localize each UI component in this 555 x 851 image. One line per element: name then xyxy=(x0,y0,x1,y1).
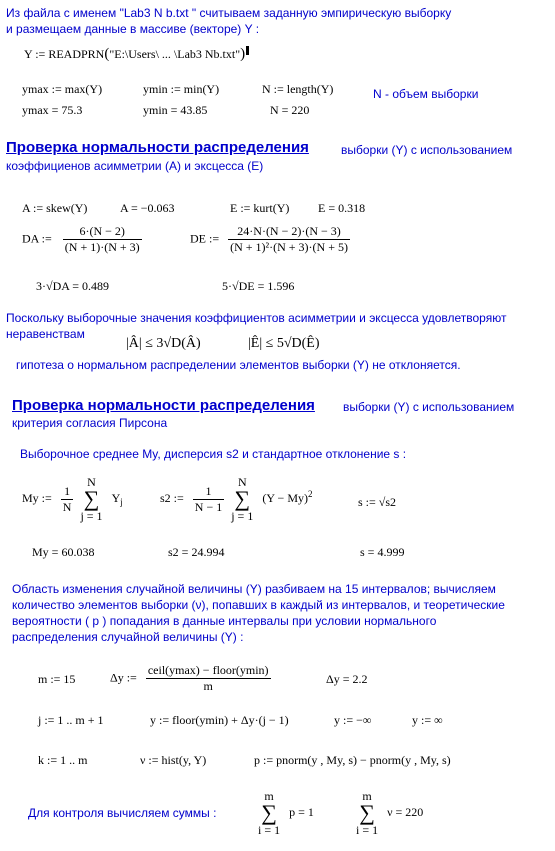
s2-value: s2 = 24.994 xyxy=(168,545,225,559)
ymin-value: ymin = 43.85 xyxy=(143,103,208,117)
de-numerator: 24·N·(N − 2)·(N − 3) xyxy=(228,224,350,240)
my-value: My = 60.038 xyxy=(32,545,95,559)
dy-lhs: Δy := xyxy=(110,670,137,685)
dy-value: Δy = 2.2 xyxy=(326,672,368,686)
edit-cursor xyxy=(246,46,249,55)
my-lhs: My := xyxy=(22,490,52,505)
paragraph-2-line-4: распределения случайной величины (Y) : xyxy=(12,630,244,644)
p-sum-bottom: i = 1 xyxy=(258,823,281,837)
p-sum-top: m xyxy=(264,789,274,803)
s2-frac-den: N − 1 xyxy=(194,499,223,514)
s2-term-sup: 2 xyxy=(307,488,313,499)
n-value: N = 220 xyxy=(270,103,310,117)
m-def[interactable]: m := 15 xyxy=(38,672,76,686)
da-check: 3·√DA = 0.489 xyxy=(36,279,110,293)
n-note: N - объем выборки xyxy=(373,87,479,101)
a-value: A = −0.063 xyxy=(120,201,175,215)
read-path: "E:\Users\ ... \Lab3 Nb.txt" xyxy=(109,47,241,61)
section-1-sub-2: коэффициенов асимметрии (A) и эксцесса (E) xyxy=(6,159,264,173)
read-formula[interactable]: Y := READPRN("E:\Users\ ... \Lab3 Nb.txt") xyxy=(24,46,249,63)
paragraph-2-line-1: Область изменения случайной величины (Y) разбиваем на 15 интервалов; вычисляем xyxy=(12,582,496,596)
dy-denominator: m xyxy=(203,679,213,693)
my-frac-num: 1 xyxy=(61,484,74,500)
paragraph-1-line-2: неравенствам xyxy=(6,327,85,341)
nu-sum-bottom: i = 1 xyxy=(356,823,379,837)
s2-sum-top: N xyxy=(237,475,247,489)
nu-sum-formula[interactable] xyxy=(356,790,423,836)
ineq-e: |Ê| ≤ 5√D(Ê) xyxy=(248,336,320,351)
nu-def[interactable]: ν := hist(y, Y) xyxy=(140,753,207,767)
e-def[interactable]: E := kurt(Y) xyxy=(230,201,290,215)
de-denominator: (N + 1)²·(N + 3)·(N + 5) xyxy=(230,240,348,254)
section-2-title: Проверка нормальности распределения xyxy=(12,397,315,414)
s2-formula[interactable] xyxy=(160,476,312,522)
my-sum-top: N xyxy=(87,475,96,489)
moments-intro: Выборочное среднее My, дисперсия s2 и стандартное отклонение s : xyxy=(20,447,407,461)
dy-numerator: ceil(ymax) − floor(ymin) xyxy=(147,663,269,677)
sum-sign-icon: ∑ xyxy=(83,486,100,511)
paragraph-2-line-3: вероятности ( p ) попадания в данные интервалы при условии нормального xyxy=(12,614,437,628)
my-term: Y xyxy=(111,490,121,505)
s-value: s = 4.999 xyxy=(360,545,405,559)
section-1-title: Проверка нормальности распределения xyxy=(6,139,309,156)
de-formula[interactable] xyxy=(190,224,350,255)
sum-sign-icon: ∑ xyxy=(261,800,277,825)
my-formula[interactable] xyxy=(22,476,123,522)
de-lhs: DE := xyxy=(190,231,220,246)
dy-formula[interactable] xyxy=(110,663,271,694)
p-sum-value: p = 1 xyxy=(289,804,314,819)
n-def[interactable]: N := length(Y) xyxy=(262,82,334,96)
paragraph-1-line-3: гипотеза о нормальном распределении элементов выборки (Y) не отклоняется. xyxy=(16,358,461,372)
section-2-sub-1: выборки (Y) с использованием xyxy=(343,400,515,414)
s-def[interactable]: s := √s2 xyxy=(358,495,397,509)
s2-term: (Y − My) xyxy=(262,490,308,505)
paragraph-2-line-2: количество элементов выборки (ν), попавших в каждый из интервалов, и теоретические xyxy=(12,598,505,612)
y1-def[interactable]: y := −∞ xyxy=(334,713,372,727)
s2-frac-num: 1 xyxy=(193,484,224,500)
nu-sum-top: m xyxy=(362,789,372,803)
s2-lhs: s2 := xyxy=(160,490,184,505)
e-value: E = 0.318 xyxy=(318,201,366,215)
sum-sign-icon: ∑ xyxy=(234,486,251,511)
ymin-def[interactable]: ymin := min(Y) xyxy=(143,82,220,96)
a-def[interactable]: A := skew(Y) xyxy=(22,201,88,215)
da-denominator: (N + 1)·(N + 3) xyxy=(64,240,140,254)
ym1-def[interactable]: y := ∞ xyxy=(412,713,443,727)
section-2-sub-2: критерия согласия Пирсона xyxy=(12,416,168,430)
pk-def[interactable]: p := pnorm(y , My, s) − pnorm(y , My, s) xyxy=(254,753,451,767)
my-sum-bottom: j = 1 xyxy=(80,509,103,523)
my-term-sub: j xyxy=(120,497,123,508)
ymax-def[interactable]: ymax := max(Y) xyxy=(22,82,103,96)
paragraph-1-line-1: Поскольку выборочные значения коэффициентов асимметрии и эксцесса удовлетворяют xyxy=(6,311,507,325)
ymax-value: ymax = 75.3 xyxy=(22,103,83,117)
control-label: Для контроля вычисляем суммы : xyxy=(28,806,217,820)
de-check: 5·√DE = 1.596 xyxy=(222,279,295,293)
ineq-a: |Â| ≤ 3√D(Â) xyxy=(126,336,201,351)
da-formula[interactable] xyxy=(22,224,142,255)
yj-def[interactable]: y := floor(ymin) + Δy·(j − 1) xyxy=(150,713,289,727)
section-1-sub-1: выборки (Y) с использованием xyxy=(341,143,513,157)
da-lhs: DA := xyxy=(22,231,52,246)
nu-sum-value: ν = 220 xyxy=(387,804,424,819)
my-frac-den: N xyxy=(62,499,72,514)
intro-line-2: и размещаем данные в массиве (векторе) Y : xyxy=(6,22,260,36)
k-range[interactable]: k := 1 .. m xyxy=(38,753,88,767)
intro-line-1: Из файла с именем "Lab3 N b.txt " считываем заданную эмпирическую выборку xyxy=(6,6,452,20)
read-lhs: Y := READPRN xyxy=(24,47,105,61)
sum-sign-icon: ∑ xyxy=(359,800,375,825)
s2-sum-bottom: j = 1 xyxy=(231,509,254,523)
p-sum-formula[interactable] xyxy=(258,790,314,836)
da-numerator: 6·(N − 2) xyxy=(63,224,142,240)
j-range[interactable]: j := 1 .. m + 1 xyxy=(38,713,104,727)
